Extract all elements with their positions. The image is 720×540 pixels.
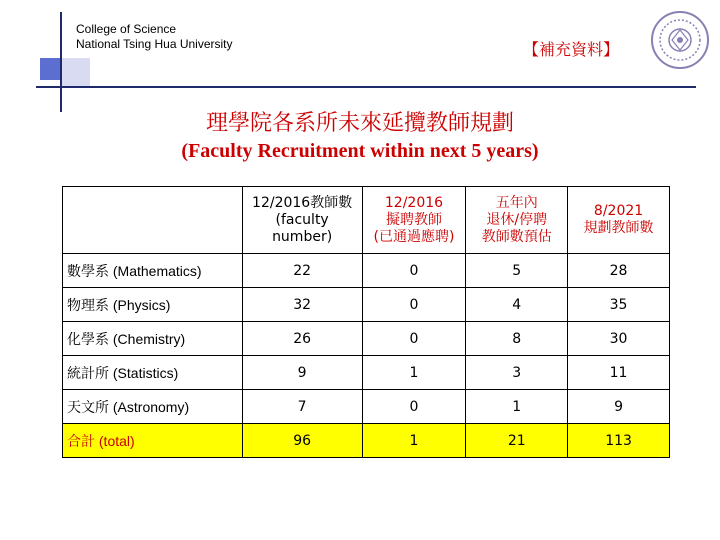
table-cell: 1	[466, 390, 568, 424]
header-line: number)	[272, 228, 333, 245]
university-seal-icon	[650, 10, 710, 70]
table-cell: 30	[568, 322, 670, 356]
table-cell: 0	[362, 254, 466, 288]
header-line: 規劃教師數	[583, 220, 654, 236]
header-planned-faculty	[568, 187, 670, 254]
header-line: 8/2021	[593, 203, 644, 219]
header-current-faculty	[242, 187, 362, 254]
table-row	[63, 390, 670, 424]
table-cell: 22	[242, 254, 362, 288]
header-line: 退休/停聘	[486, 211, 548, 228]
table-cell: 35	[568, 288, 670, 322]
table-cell: 9	[242, 356, 362, 390]
table-row	[63, 356, 670, 390]
header-line: 擬聘教師	[385, 211, 442, 228]
table-header-row	[63, 187, 670, 254]
table-total-row	[63, 424, 670, 458]
table-cell: 9	[568, 390, 670, 424]
header-line: (faculty	[275, 211, 329, 228]
college-line-2: National Tsing Hua University	[76, 37, 233, 51]
table-cell: 0	[362, 322, 466, 356]
total-cell: 113	[568, 424, 670, 458]
total-cell: 96	[242, 424, 362, 458]
row-label: 物理系 (Physics)	[63, 288, 243, 322]
table-cell: 26	[242, 322, 362, 356]
decor-square-light	[62, 58, 90, 86]
row-label: 天文所 (Astronomy)	[63, 390, 243, 424]
table-cell: 1	[362, 356, 466, 390]
header-line: (已通過應聘)	[373, 228, 455, 245]
table-cell: 8	[466, 322, 568, 356]
table-row	[63, 288, 670, 322]
total-cell: 1	[362, 424, 466, 458]
header-empty-cell	[63, 187, 243, 254]
page-title-chinese: 理學院各系所未來延攬教師規劃	[205, 111, 514, 136]
header-line: 教師數預估	[481, 228, 552, 245]
table-row	[63, 322, 670, 356]
college-name	[76, 22, 233, 52]
table-cell: 3	[466, 356, 568, 390]
header-retirements	[466, 187, 568, 254]
table-cell: 0	[362, 288, 466, 322]
page-title-english: (Faculty Recruitment within next 5 years)	[181, 140, 539, 162]
college-line-1: College of Science	[76, 22, 177, 36]
row-label: 數學系 (Mathematics)	[63, 254, 243, 288]
table-cell: 5	[466, 254, 568, 288]
total-cell: 21	[466, 424, 568, 458]
total-label: 合計 (total)	[63, 424, 243, 458]
table-cell: 11	[568, 356, 670, 390]
header-horizontal-rule	[36, 86, 696, 88]
table-row	[63, 254, 670, 288]
header-line: 12/2016教師數	[252, 194, 353, 211]
table-cell: 32	[242, 288, 362, 322]
table-cell: 28	[568, 254, 670, 288]
table-cell: 4	[466, 288, 568, 322]
supplement-label: 【補充資料】	[523, 40, 620, 59]
header-line: 12/2016	[384, 194, 444, 211]
header-pending-hires	[362, 187, 466, 254]
row-label: 化學系 (Chemistry)	[63, 322, 243, 356]
row-label: 統計所 (Statistics)	[63, 356, 243, 390]
faculty-recruitment-table	[62, 186, 670, 458]
header-line: 五年內	[495, 194, 538, 211]
table-cell: 7	[242, 390, 362, 424]
decor-square-dark	[40, 58, 60, 80]
table-cell: 0	[362, 390, 466, 424]
